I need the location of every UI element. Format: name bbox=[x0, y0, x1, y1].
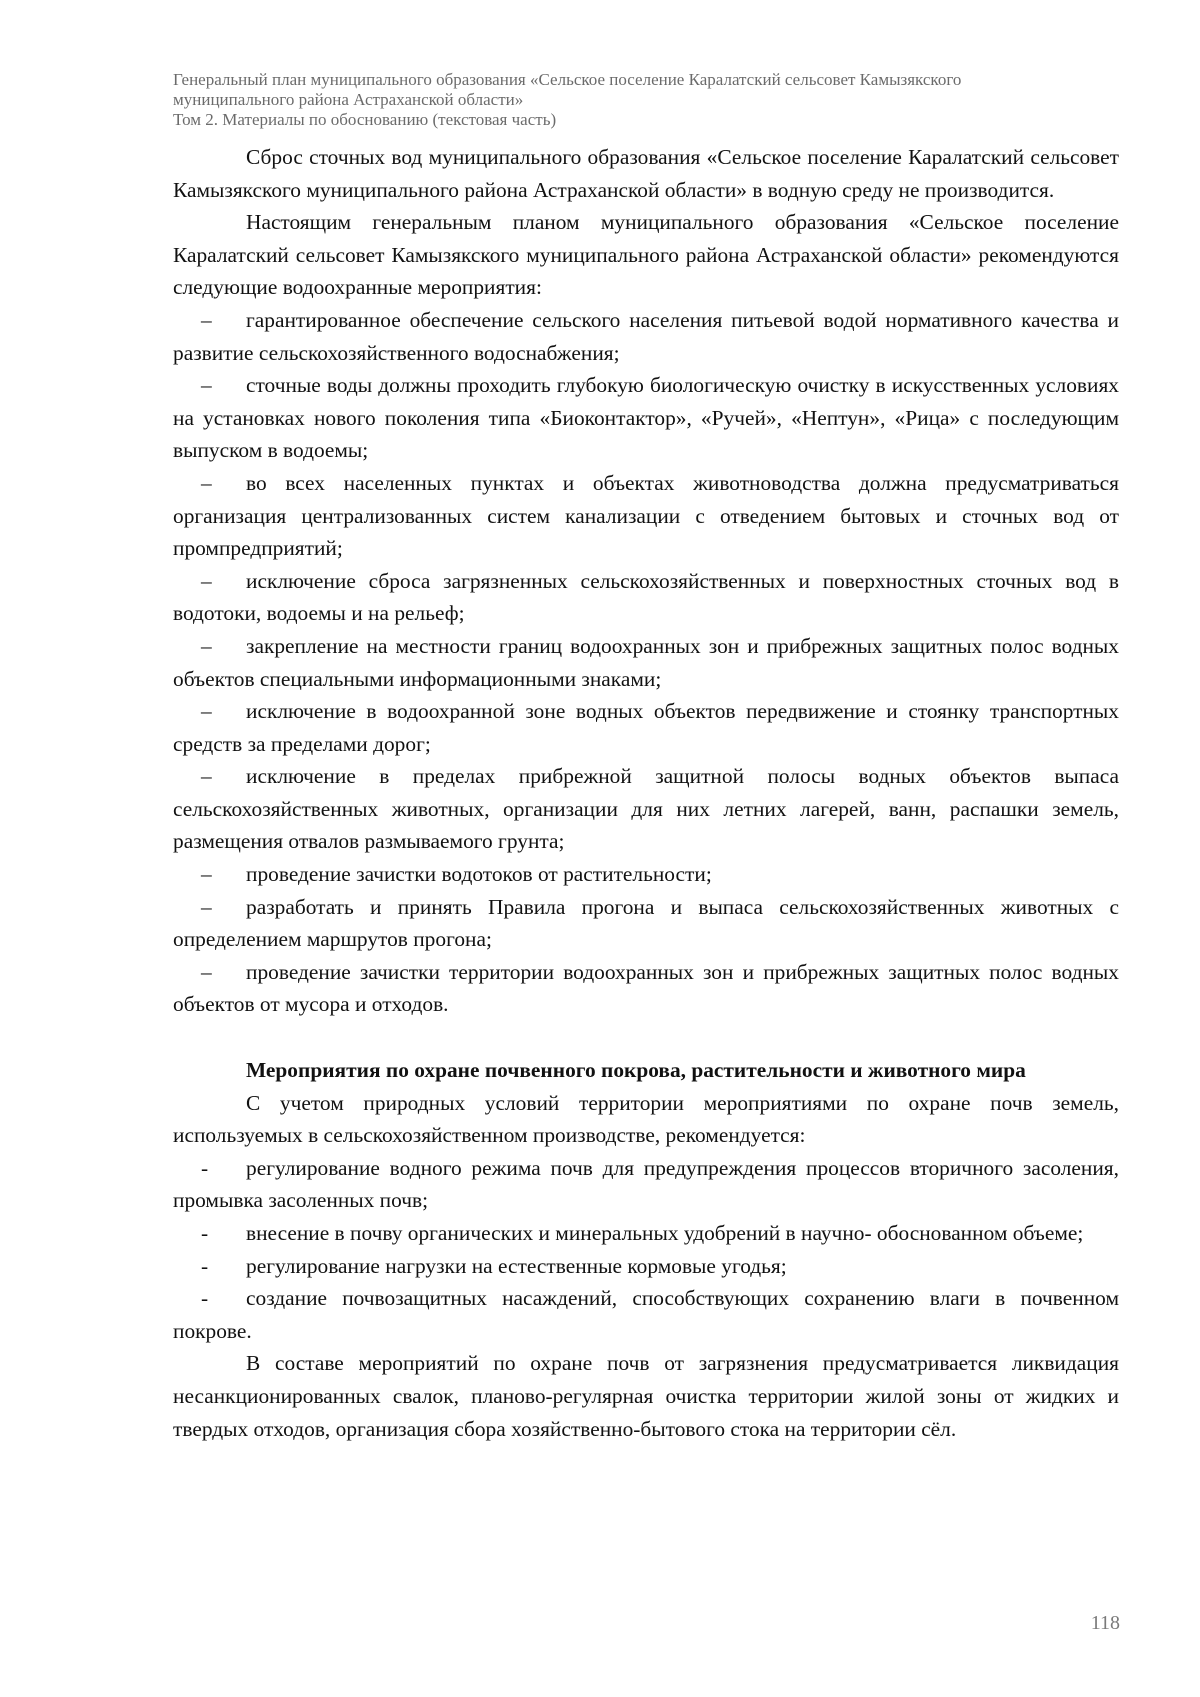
list-item-text: исключение в пределах прибрежной защитной полосы водных объектов выпаса сельскохозяйственных животных, организации для них летних лагерей, ванн, распашки земель, размещения отвалов размываемого грунта; bbox=[173, 764, 1119, 854]
dash-marker: – bbox=[201, 959, 212, 984]
list-item-text: регулирование нагрузки на естественные кормовые угодья; bbox=[246, 1253, 787, 1278]
list-item bbox=[173, 304, 1119, 369]
header-line-1: Генеральный план муниципального образования «Сельское поселение Каралатский сельсовет Камызякского bbox=[173, 70, 962, 89]
section-spacer bbox=[173, 1021, 1119, 1054]
list-item bbox=[173, 891, 1119, 956]
dash-marker: – bbox=[201, 470, 212, 495]
list-item-text: во всех населенных пунктах и объектах животноводства должна предусматриваться организация централизованных систем канализации с отведением бытовых и сточных вод от промпредприятий; bbox=[173, 470, 1119, 561]
list-item-text: исключение сброса загрязненных сельскохозяйственных и поверхностных сточных вод в водотоки, водоемы и на рельеф; bbox=[173, 568, 1119, 626]
paragraph-sewage-discharge: Сброс сточных вод муниципального образования «Сельское поселение Каралатский сельсовет Камызякского муниципального района Астраханской области» в водную среду не производится. bbox=[173, 145, 1119, 202]
section-heading: Мероприятия по охране почвенного покрова, растительности и животного мира bbox=[246, 1058, 1026, 1083]
dash-marker: - bbox=[201, 1286, 209, 1311]
dash-marker: – bbox=[201, 862, 212, 887]
list-item-text: исключение в водоохранной зоне водных объектов передвижение и стоянку транспортных средств за пределами дорог; bbox=[173, 699, 1119, 756]
header-line-2: муниципального района Астраханской области» bbox=[173, 90, 524, 109]
list-item bbox=[173, 630, 1119, 695]
list-item-text: создание почвозащитных насаждений, способствующих сохранению влаги в почвенном покрове. bbox=[173, 1286, 1119, 1343]
dash-marker: – bbox=[201, 633, 212, 658]
list-item bbox=[173, 858, 1119, 891]
document-body bbox=[173, 141, 1119, 1445]
list-item bbox=[173, 1152, 1119, 1217]
list-item bbox=[173, 695, 1119, 760]
dash-marker: – bbox=[201, 307, 212, 332]
list-item-text: внесение в почву органических и минеральных удобрений в научно- обоснованном объеме; bbox=[246, 1221, 1084, 1245]
dash-marker: - bbox=[201, 1253, 209, 1278]
list-item bbox=[173, 1250, 1119, 1283]
dash-marker: – bbox=[201, 894, 212, 919]
list-item-text: регулирование водного режима почв для предупреждения процессов вторичного засоления, промывка засоленных почв; bbox=[173, 1155, 1119, 1213]
dash-marker: – bbox=[201, 699, 212, 724]
dash-marker: – bbox=[201, 764, 212, 789]
dash-marker: - bbox=[201, 1221, 209, 1245]
list-item-text: сточные воды должны проходить глубокую биологическую очистку в искусственных условиях на установках нового поколения типа «Биоконтактор», «Ручей», «Нептун», «Рица» с последующим выпуском в водоемы; bbox=[173, 373, 1119, 463]
dash-marker: - bbox=[201, 1155, 209, 1180]
list-item-text: проведение зачистки водотоков от растительности; bbox=[246, 862, 712, 887]
list-item bbox=[173, 369, 1119, 467]
list-item-text: разработать и принять Правила прогона и выпаса сельскохозяйственных животных с определением маршрутов прогона; bbox=[173, 894, 1119, 952]
paragraph-soil-measures-intro: С учетом природных условий территории мероприятиями по охране почв земель, используемых в сельскохозяйственном производстве, рекомендуется: bbox=[173, 1090, 1119, 1148]
dash-marker: – bbox=[201, 373, 212, 398]
list-item bbox=[173, 1282, 1119, 1347]
paragraph-soil-pollution: В составе мероприятий по охране почв от загрязнения предусматривается ликвидация несанкционированных свалок, планово-регулярная очистка территории жилой зоны от жидких и твердых отходов, организация сбора хозяйственно-бытового стока на территории сёл. bbox=[173, 1351, 1119, 1441]
list-item-text: закрепление на местности границ водоохранных зон и прибрежных защитных полос водных объектов специальными информационными знаками; bbox=[173, 633, 1119, 691]
dash-marker: – bbox=[201, 568, 212, 593]
list-item bbox=[173, 760, 1119, 858]
list-item bbox=[173, 565, 1119, 630]
list-item-text: проведение зачистки территории водоохранных зон и прибрежных защитных полос водных объектов от мусора и отходов. bbox=[173, 959, 1119, 1017]
header-line-3: Том 2. Материалы по обоснованию (текстовая часть) bbox=[173, 110, 557, 129]
list-item bbox=[173, 467, 1119, 565]
list-item-text: гарантированное обеспечение сельского населения питьевой водой нормативного качества и развитие сельскохозяйственного водоснабжения; bbox=[173, 307, 1119, 365]
paragraph-water-measures-intro: Настоящим генеральным планом муниципального образования «Сельское поселение Каралатский сельсовет Камызякского муниципального района Астраханской области» рекомендуются следующие водоохранные мероприятия: bbox=[173, 210, 1119, 300]
running-header bbox=[173, 70, 1128, 130]
list-item bbox=[173, 1217, 1119, 1250]
page-number: 118 bbox=[1090, 1612, 1120, 1634]
list-item bbox=[173, 956, 1119, 1021]
